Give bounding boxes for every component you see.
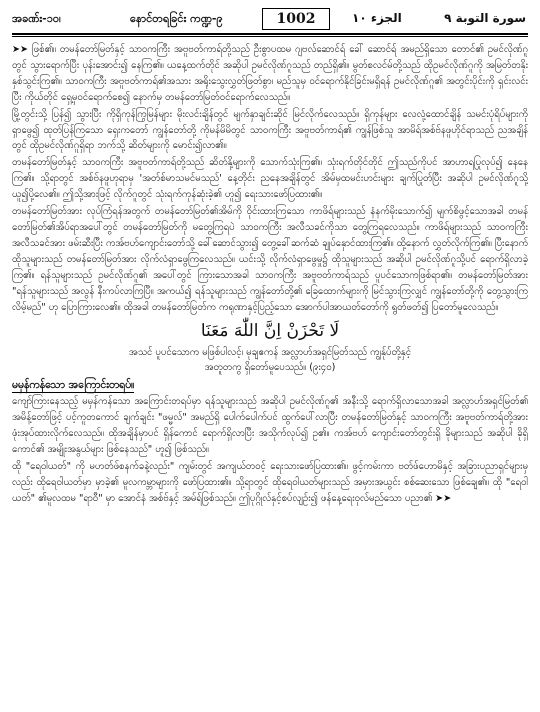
page xyxy=(12,6,528,706)
verse-translation-line2: အတူတကွ ရှိတော်မူပေသည်။ (၉း၄၀) xyxy=(204,362,336,374)
page-number: 1002 xyxy=(262,8,330,30)
section-heading xyxy=(12,379,528,394)
juz-label-arabic: الجزء ١٠ xyxy=(352,11,402,25)
verse-translation-line1: အသင် ပူပင်သောက မဖြစ်ပါလင့်၊ မုချဧကန် အလ္လာဟ်အရှင်မြတ်သည် ကျွန်ုပ်တို့နှင့် xyxy=(128,347,412,359)
page-body xyxy=(12,42,528,508)
page-header xyxy=(12,6,528,34)
paragraph: ထို "ရေဝါယတ်" ကို မဟတ်ဖ်စနက်ခနဲ့လည်း" ကျမ်းတွင် အကျယ်တဝင့် ရေးသားဖော်ပြထား၏။ ဖွင့်ကမ်းကာ ဗတ်ဖ်ဟောမိနှင့် အခြားပညာရှင်များမှလည်း ထိုရေဝါယတ်မှာ မှာခဲ့၏ မူလကမ္ဘာများကို ဖော်ပြထား၏။ သို့ရာတွင် ထိုရေဝါယတ်များသည် အမှားအယွင်း စစ်ဆေးသော ဖြစ်ချေ၏။ ထို "ရေဝါယတ်" ၏မူလထမ "ရာဝီ" မှာ အောင်နံ အစ်ဗ်နှင့် အမ်ရ်ဖြစ်သည်။ ဤပုဂ္ဂိုလ်နှင့်စပ်လျဉ်း၍ ဖန်နေ့ရေးဝုလ်မည်သော ပညာ၏ ➤➤ xyxy=(12,461,528,504)
header-rule-thin xyxy=(12,36,528,37)
paragraph: ➤➤ ဖြစ်၏။ တမန်တော်မြတ်နှင့် သာဝကကြီး အဗူဗတ်ကာရ်တို့သည် ဦးစွာပထမ ဂျဗလ်ဆောင်ရ် ခေါ် ဆောင်ရ် အမည်ရှိသော တောင်၏ ဥမင်လိုဏ်ဂူတွင် သွားရောက်ပြီး ပုန်းအောင်း၍ နေကြ၏။ ယနေ့ထက်တိုင် အဆိုပါ ဥမင်လိုဏ်ဂူသည် တည်ရှိ၏။ မွတ်စလင်မ်တို့သည် ထိုဥမင်လိုဏ်ဂူကို အမြတ်တနိုး နှစ်သွင်းကြ၏။ သာဝကကြီး အဗူဗတ်ကာရ်၏အသား အရိုးသွေးလွှတ်ဖြတ်စွာ၊ မည်သူမှ ဝင်ရောက်နိုင်ခြင်းမရှိရန် ဥမင်လိုဏ်ဂူ၏ အတွင်းပိုင်းကို ရှင်းလင်းပြီး ကိုယ်တိုင် ရှေ့မှဝင်ရောက်စေ၍ နောက်မှ တမန်တော်မြတ်ဝင်ရောက်လေသည်။ xyxy=(12,44,528,103)
section-heading-text: မမှန်ကန်သော အကြောင်းတရပ်။ xyxy=(12,379,135,392)
chapter-title-mm: နောင်တရခြင်း ကဏ္ဍ-၉ xyxy=(130,12,223,25)
paragraph: မြို့တွင်းသို့ ပြန်၍ သွားပြီး ကိုရှိကုန်ကြွမြန်များ မိုးလင်းချိန်တွင် မျက်နှာချင်းဆိုင် မြင်လိုက်လေသည်။ ရှိကုန်များ လေလုံ့ထောင်ချိန် သမင်းပုံရိပ်များကို ရှာဖွေ၍ ထုတ်ပြန်ကြသော ရှေးကတော် ကျွန်တော်တို့ ကိုမန်မိမိတွင် သာဝကကြီး အဗူဗတ်ကာရ်၏ ကျွန်ဖြစ်သူ အာမိရ်အစ်ဗ်နဖူဟိုင်ရာသည် ညအချိန်တွင် ထိုဥမင်လိုဏ်ဂူရှိရာ ဘက်သို့ ဆိတ်များကို မောင်း၍လာ၏။ xyxy=(12,108,528,152)
paragraph: တမန်တော်မြတ်အား လုပ်ကြံရန်အတွက် တမန်တော်မြတ်၏အိမ်ကို ဝိုင်းထားကြသော ကာဖိရ်များသည် နံနက်မိုးသောက်၍ မျက်စိဖွင့်သောအခါ တမန်တော်မြတ်၏အိပ်ရာအပေါ်တွင် တမန်တော်မြတ်ကို မတွေ့ကြရပဲ သာဝကကြီး အလီသခင်ကိုသာ တွေ့ကြရလေသည်။ ကာဖိရ်များသည် သာဝကကြီး အလီသခင်အား ဖမ်းဆီးပြီး ကအ်ဗဟ်ကျောင်းတော်သို့ ခေါ်ဆောင်သွား၍ တွေ့ခေါ်ဆက်ဆံ ချုပ်နှောင်ထားကြ၏။ ထို့နောက် လွှတ်လိုက်ကြ၏။ ပြီးနောက် ထိုသူများသည် တမန်တော်မြတ်အား လိုက်လံရှာဖွေကြလေသည်။ ယင်းသို့ လိုက်လံရှာဖွေမှု၌ ထိုသူများသည် အဆိုပါ ဥမင်လိုဏ်ဂူသို့ပင် ရောက်ရှိလာခဲ့ကြ၏။ ရန်သူများသည် ဥမင်လိုဏ်ဂူ၏ အပေါ်တွင် ကြားသောအခါ သာဝကကြီး အဗူဗတ်ကာရ်သည် ပူပင်သောကဖြစ်ရာ၏။ တမန်တော်မြတ်အား "ရန်သူများသည် အလွန် နီးကပ်လာကြပြီ။ အကယ်၍ ရန်သူများသည် ကျွန်တော်တို့၏ ခြေထောက်များကို မြင်သွားကြလျှင် ကျွန်တော်တို့ကို တွေ့သွားကြလိမ့်မည်" ဟု ပြောကြားလေ၏။ ထိုအခါ တမန်တော်မြတ်က ကရုဏာနှင့်ပြည့်သော အောက်ပါအာယတ်တော်ကို ရွတ်ဖတ်၍ ပြတော်မူလေသည်။ xyxy=(12,206,528,313)
quran-verse-arabic: لَا تَحْزَنْ اِنَّ اللّٰهَ مَعَنَا xyxy=(200,321,340,342)
chapter-number-label: အခဏ်း-၁၀၊ xyxy=(12,12,61,25)
header-rule xyxy=(12,33,528,35)
paragraph: ကျော်ကြားနေသည့် မမှန်ကန်သော အကြောင်းတရပ်မှာ ရန်သူများသည် အဆိုပါ ဥမင်လိုဏ်ဂူ၏ အနီးသို့ ရောက်ရှိလာသောအခါ အလ္လာဟ်အရှင်မြတ်၏ အမိန့်တော်ဖြင့် ပင့်ကူတကောင် ချက်ချင်း "ဖမ္မလ်" အမည်ရှိ ပေါက်ပေါက်ပင် ထွက်ပေါ်လာပြီး တမန်တော်မြတ်နှင့် သာဝကကြီး အဗူဗတ်ကာရ်တို့အား ဖုံးအုပ်ထားလိုက်လေသည်။ ထိုအချိန်မှာပင် ရှိန်ကောင် ရောက်ရှိလာပြီး အသိုက်လုပ်၍ ဥ၏။ ကအ်ဗဟ် ကျောင်းတော်တွင်းရှိ ခိုများသည် အဆိုပါ ခိုရှိကောင်၏ အမျိုးအနွယ်များ ဖြစ်နေသည်" ဟူ၍ ဖြစ်သည်။ xyxy=(12,396,528,456)
surah-title-arabic: سورة التوبة ٩ xyxy=(444,11,526,25)
paragraph: တမန်တော်မြတ်နှင့် သာဝကကြီး အဗူဗတ်ကာရ်တို့သည် ဆိတ်နို့များကို သောက်သုံးကြ၏။ သုံးရက်တိုင်တိုင် ဤသည်ကိုပင် အာဟာရပြုလုပ်၍ နေနေကြ၏။ သို့ရာတွင် အစ်ဗ်နဖူဟုရာမှ 'အတ်စ်မာသမင်မသည်' နေ့တိုင်း ညနေအချိန်တွင် အိမ်မှထမင်းဟင်းများ ချက်ပြုတ်ပြီး အဆိုပါ ဥမင်လိုဏ်ဂူသို့ ယူ၍ပို့လေ၏။ ဤသို့အားဖြင့် လိုက်ဂူတွင် သုံးရက်ကုန်ဆုံးခဲ့၏ ဟူ၍ ရေးသားဖော်ပြထား၏။ xyxy=(12,157,528,201)
